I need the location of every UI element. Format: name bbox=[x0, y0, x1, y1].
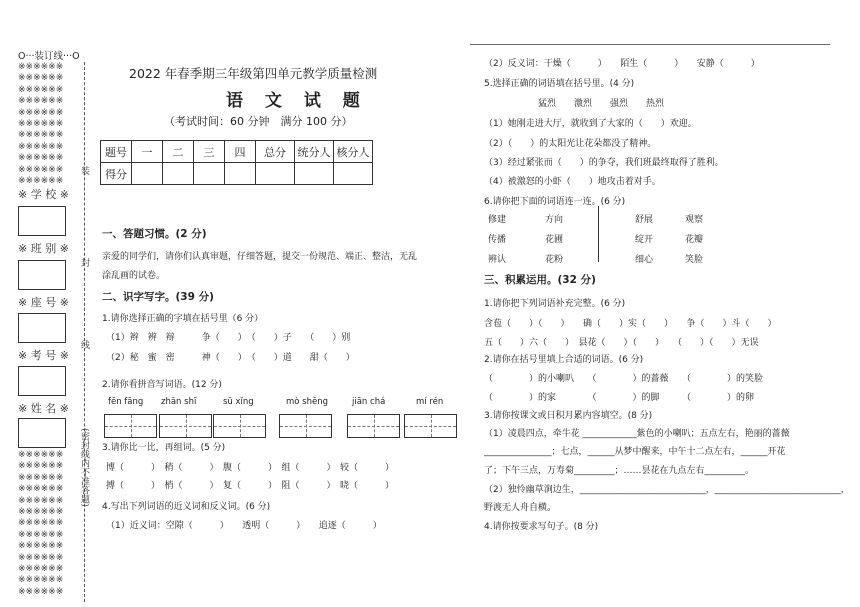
pattern-row: ※※※※※※ bbox=[18, 518, 64, 529]
school-box[interactable] bbox=[18, 206, 66, 236]
pattern-row: ※※※※※※ bbox=[18, 153, 64, 164]
seat-label: ※ 座 号 ※ bbox=[18, 296, 69, 309]
pattern-row: ※※※※※※ bbox=[18, 62, 64, 72]
score-table-score-row bbox=[101, 163, 373, 185]
pattern-row: ※※※※※※ bbox=[18, 119, 64, 129]
score-input-cell[interactable] bbox=[334, 163, 373, 185]
pinyin-1: fēn fāng bbox=[108, 397, 144, 407]
s2-q3-line2: 搏（ ） 梢（ ） 复（ ） 阻（ ） 晓（ ） bbox=[106, 481, 395, 491]
pattern-row: ※※※※※※ bbox=[18, 495, 64, 506]
class-label: ※ 班 别 ※ bbox=[18, 242, 69, 255]
pattern-row: ※※※※※※ bbox=[18, 141, 64, 152]
s3-q3-l5: 野渡无人舟自横。 bbox=[484, 503, 557, 513]
s2-q5-s4: （4）被激怒的小虾（ ）地攻击着对手。 bbox=[484, 177, 661, 187]
pattern-row: ※※※※※※ bbox=[18, 564, 64, 574]
pinyin-5: jiān chá bbox=[352, 397, 386, 407]
score-input-cell[interactable] bbox=[132, 163, 163, 185]
s3-q1: 1.请你把下列词语补充完整。(6 分) bbox=[484, 299, 626, 309]
match-left-word[interactable]: 传播 bbox=[488, 235, 507, 245]
pattern-row: ※※※※※※ bbox=[18, 541, 64, 552]
section3-heading: 三、积累运用。(32 分) bbox=[484, 274, 596, 286]
s2-q1-line1: （1）辫 辨 辩 争（ ） （ ）子 （ ）别 bbox=[106, 333, 351, 343]
seat-box[interactable] bbox=[18, 313, 66, 343]
pinyin-6: mí rén bbox=[416, 397, 444, 407]
writing-grid-6[interactable] bbox=[404, 414, 457, 438]
match-right-word[interactable]: 细心 bbox=[635, 255, 654, 265]
s2-q3: 3.请你比一比，再组词。(5 分) bbox=[102, 443, 226, 453]
score-cell: 二 bbox=[163, 141, 194, 163]
top-rule bbox=[470, 44, 830, 45]
section1-text-2: 涂乱画的试卷。 bbox=[102, 271, 166, 281]
s3-q2: 2.请你在括号里填上合适的词语。(6 分) bbox=[484, 355, 644, 365]
pattern-row: ※※※※※※ bbox=[18, 164, 64, 175]
binding-char-2: 封 bbox=[79, 258, 89, 267]
match-left-word[interactable]: 修建 bbox=[488, 215, 507, 225]
pattern-row: ※※※※※※ bbox=[18, 529, 64, 540]
match-left-word[interactable]: 花粉 bbox=[545, 255, 564, 265]
pattern-row: ※※※※※※ bbox=[18, 507, 64, 517]
pattern-row: ※※※※※※ bbox=[18, 107, 64, 118]
s2-q4-line1: （1）近义词：空隙（ ） 透明（ ） 追逐（ ） bbox=[106, 521, 382, 531]
pattern-row: ※※※※※※ bbox=[18, 130, 64, 141]
writing-grid-4[interactable] bbox=[279, 414, 332, 438]
s2-q4: 4.写出下列词语的近义词和反义词。(6 分) bbox=[102, 502, 271, 512]
pattern-row: ※※※※※※ bbox=[18, 484, 64, 495]
s2-q1-line2: （2）秘 蜜 密 神（ ） （ ）道 甜（ ） bbox=[106, 353, 355, 363]
match-right-word[interactable]: 笑脸 bbox=[685, 255, 704, 265]
s2-q5-s3: （3）经过紧张而（ ）的争夺，我们班最终取得了胜利。 bbox=[484, 158, 724, 168]
s2-q5-words: 猛烈 激烈 强烈 热烈 bbox=[538, 99, 665, 109]
match-left-word[interactable]: 花圃 bbox=[545, 235, 564, 245]
pattern-row: ※※※※※※ bbox=[18, 472, 64, 483]
s3-q1-l1: 含苞（ ）（ ） 确（ ）实（ ） 争（ ）斗（ ） bbox=[484, 319, 777, 329]
s3-q1-l2: 五（ ）六（ ） 县花（ ）（ ） （ ）（ ）无误 bbox=[484, 338, 759, 348]
pinyin-3: sū xǐng bbox=[223, 397, 254, 407]
name-box[interactable] bbox=[18, 418, 66, 448]
s2-q6: 6.请你把下面的词语连一连。(6 分) bbox=[484, 197, 626, 207]
score-cell: 三 bbox=[194, 141, 225, 163]
score-input-cell[interactable] bbox=[256, 163, 295, 185]
exam-info: （考试时间：60 分钟 满分 100 分） bbox=[164, 115, 353, 128]
exam-title: 2022 年春季期三年级第四单元教学质量检测 bbox=[129, 66, 378, 81]
pinyin-4: mò shēng bbox=[286, 397, 329, 407]
exam-number-box[interactable] bbox=[18, 366, 66, 396]
writing-grid-3[interactable] bbox=[213, 414, 266, 438]
score-cell: 一 bbox=[132, 141, 163, 163]
pattern-row: ※※※※※※ bbox=[18, 176, 64, 186]
s3-q3-l1: （1）凌晨四点，牵牛花 ____________紫色的小喇叭；五点左右，艳丽的蔷薇 bbox=[484, 429, 790, 439]
score-table bbox=[100, 140, 373, 185]
pattern-row: ※※※※※※ bbox=[18, 552, 64, 563]
s2-q5: 5.选择正确的词语填在括号里。(4 分) bbox=[484, 79, 635, 89]
exam-subtitle: 语 文 试 题 bbox=[226, 91, 368, 111]
class-box[interactable] bbox=[18, 260, 66, 290]
section1-text-1: 亲爱的同学们，请你们认真审题，仔细答题，提交一份规范、端正、整洁，无乱 bbox=[102, 252, 418, 262]
pattern-row: ※※※※※※ bbox=[18, 586, 64, 597]
binding-char-1: 装 bbox=[79, 166, 89, 175]
binding-top-label: O···装订线···O bbox=[18, 51, 80, 62]
name-label: ※ 姓 名 ※ bbox=[18, 402, 69, 415]
s3-q3-l4: （2）独怜幽草涧边生，____________________________，____________________________， bbox=[484, 485, 850, 495]
score-table-header-row bbox=[101, 141, 373, 163]
s2-q4-line2: （2）反义词：干燥（ ） 陌生（ ） 安静（ ） bbox=[484, 59, 760, 69]
score-input-cell[interactable] bbox=[225, 163, 256, 185]
binding-char-3: 线 bbox=[79, 340, 89, 349]
s3-q4: 4.请你按要求写句子。(8 分) bbox=[484, 522, 599, 532]
pattern-row: ※※※※※※ bbox=[18, 96, 64, 107]
score-input-cell[interactable] bbox=[295, 163, 334, 185]
s2-q5-s2: （2）（ ）的太阳光让花朵都没了精神。 bbox=[484, 139, 657, 149]
match-left-word[interactable]: 方向 bbox=[545, 215, 564, 225]
score-input-cell[interactable] bbox=[163, 163, 194, 185]
pattern-row: ※※※※※※ bbox=[18, 73, 64, 84]
exam-number-label: ※ 考 号 ※ bbox=[18, 349, 69, 362]
pattern-row: ※※※※※※ bbox=[18, 84, 64, 95]
score-input-cell[interactable] bbox=[194, 163, 225, 185]
pattern-row: ※※※※※※ bbox=[18, 575, 64, 586]
score-cell: 题号 bbox=[101, 141, 132, 163]
score-cell: 核分人 bbox=[334, 141, 373, 163]
match-right-word[interactable]: 花瓣 bbox=[685, 235, 704, 245]
s3-q2-l1: （ ）的小喇叭 （ ）的蔷薇 （ ）的笑脸 bbox=[484, 374, 764, 384]
writing-grid-5[interactable] bbox=[347, 414, 400, 438]
score-cell: 总分 bbox=[256, 141, 295, 163]
s3-q3-l3: 了；下午三点，万寿菊_________；……昙花在九点左右_________。 bbox=[484, 466, 755, 476]
s2-q5-s1: （1）她刚走进大厅，就收到了大家的（ ）欢迎。 bbox=[484, 119, 697, 129]
writing-grid-2[interactable] bbox=[159, 414, 212, 438]
s3-q3: 3.请你按课文或日积月累内容填空。(8 分) bbox=[484, 411, 653, 421]
match-left-word[interactable]: 辨认 bbox=[488, 255, 507, 265]
pattern-row: ※※※※※※ bbox=[18, 461, 64, 472]
s2-q2: 2.请你看拼音写词语。(12 分) bbox=[102, 380, 222, 390]
section2-heading: 二、识字写字。(39 分) bbox=[102, 291, 214, 303]
s3-q3-l2: _______________；七点，______从梦中醒来，中午十二点左右，______开花 bbox=[484, 447, 786, 457]
pattern-row: ※※※※※※ bbox=[18, 450, 64, 460]
writing-grid-1[interactable] bbox=[104, 414, 157, 438]
no-answer-note: (密封线内不准答题) bbox=[79, 428, 89, 508]
s3-q2-l2: （ ）的家 （ ）的脚 （ ）的卵 bbox=[484, 393, 755, 403]
score-cell: 四 bbox=[225, 141, 256, 163]
section1-heading: 一、答题习惯。(2 分) bbox=[102, 228, 207, 240]
score-cell: 统分人 bbox=[295, 141, 334, 163]
binding-dashed-line bbox=[84, 62, 85, 602]
pinyin-2: zhān shī bbox=[161, 397, 197, 407]
match-divider bbox=[598, 206, 599, 262]
match-right-word[interactable]: 观察 bbox=[685, 215, 704, 225]
s2-q1: 1.请你选择正确的字填在括号里（6 分） bbox=[102, 314, 264, 324]
s2-q3-line1: 博（ ） 稍（ ） 腹（ ） 组（ ） 较（ ） bbox=[106, 463, 395, 473]
match-right-word[interactable]: 舒展 bbox=[635, 215, 654, 225]
score-row-label: 得分 bbox=[101, 163, 132, 185]
match-right-word[interactable]: 绽开 bbox=[635, 235, 654, 245]
school-label: ※ 学 校 ※ bbox=[18, 188, 69, 201]
